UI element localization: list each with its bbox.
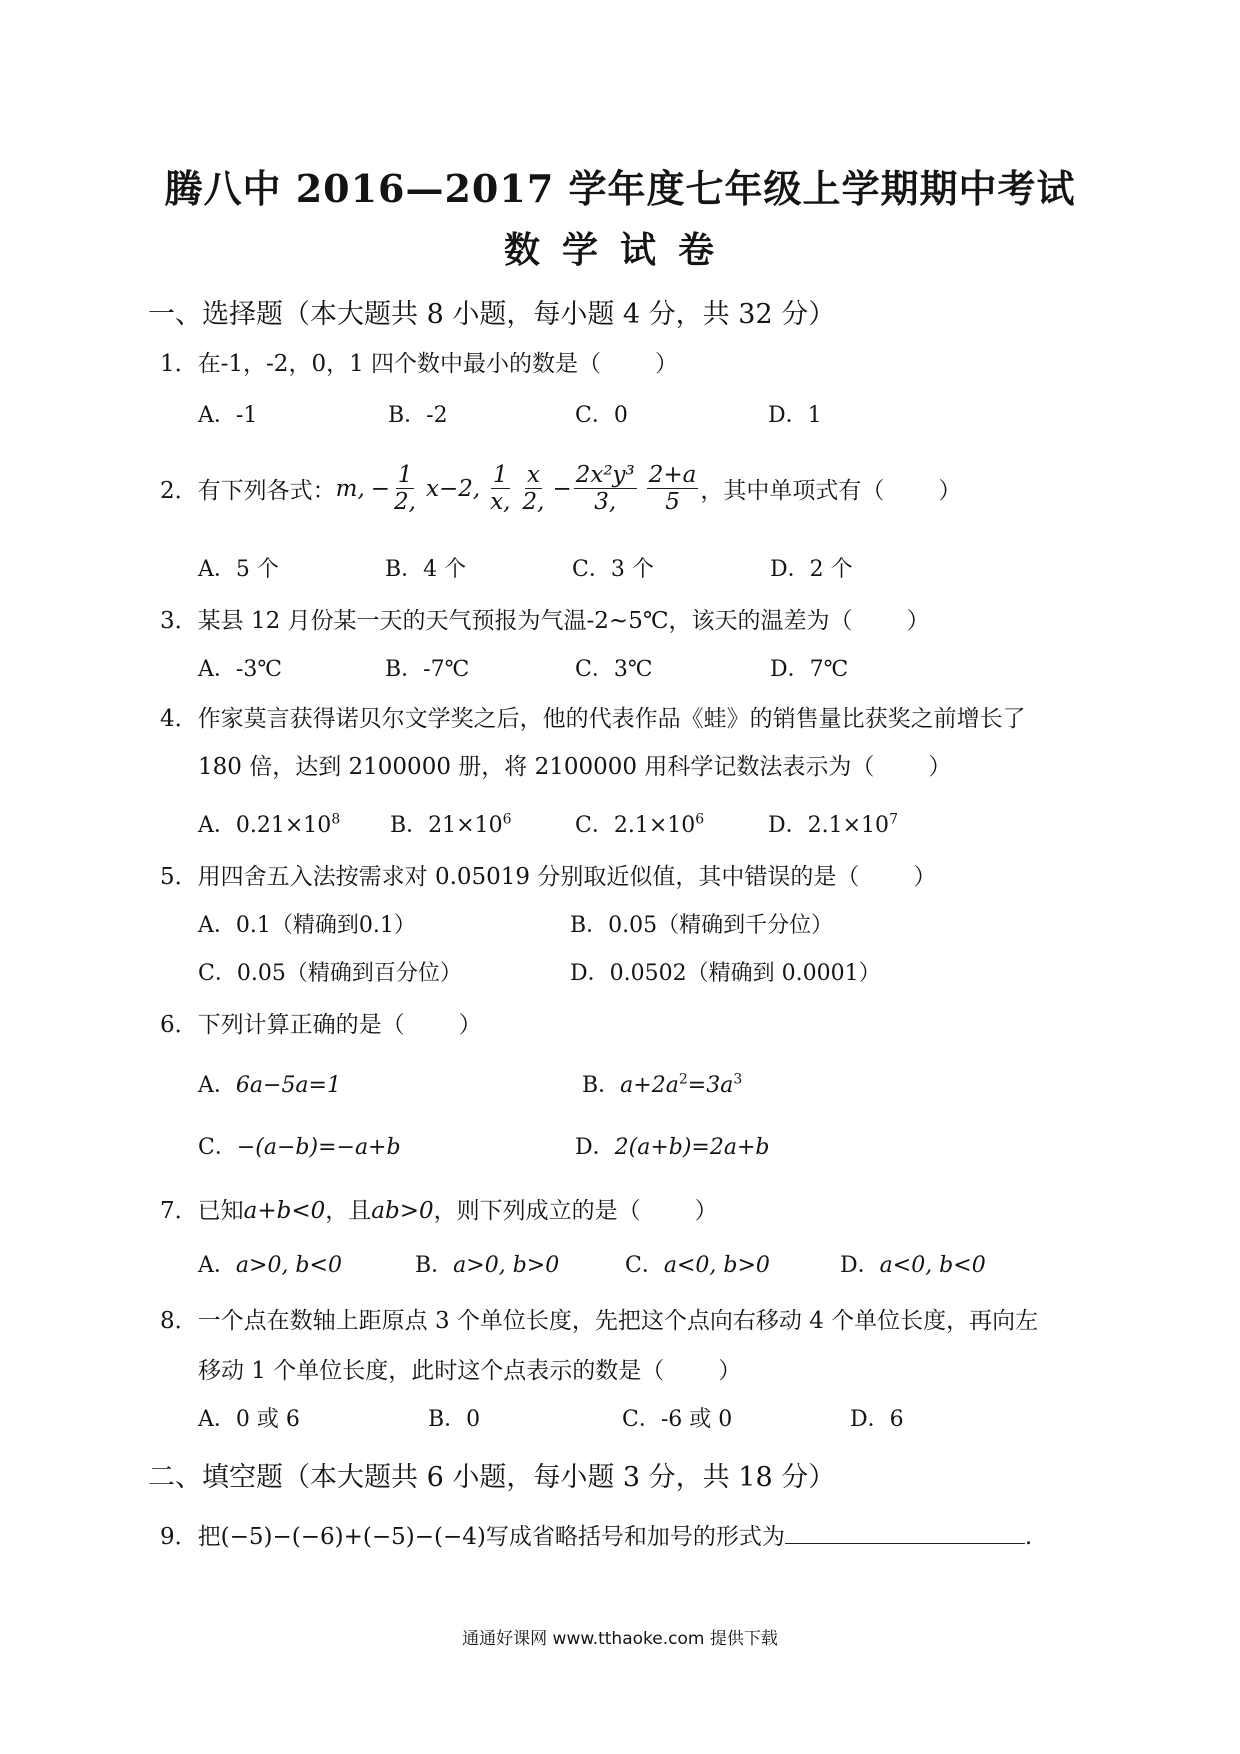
question-4-line-1: 4．作家莫言获得诺贝尔文学奖之后，他的代表作品《蛙》的销售量比获奖之前增长了 [160,706,1026,732]
question-1 [160,345,678,378]
question-2-half-numerator: 1 [397,462,413,488]
question-1-option-a: A．-1 [198,403,258,428]
question-4-option-c-exponent: 6 [695,811,705,828]
question-4-option-d [768,808,898,839]
question-5-option-b: B．0.05（精确到千分位） [570,913,834,938]
question-2-inverse-denominator: x, [490,489,511,516]
question-2-option-a: A．5 个 [198,557,279,582]
question-7-option-d-expression: a<0, b<0 [879,1253,986,1278]
question-9-end: . [1024,1524,1033,1550]
question-3-option-d: D．7℃ [770,657,849,682]
question-7-option-d [840,1248,986,1279]
section-heading-fill-in: 二、填空题（本大题共 6 小题，每小题 3 分，共 18 分） [148,1462,836,1493]
question-8-option-b: B．0 [428,1407,481,1432]
question-4-option-b [390,808,512,839]
question-7-condition-1: a+b<0 [243,1198,326,1224]
question-7-option-d-label: D． [840,1253,880,1278]
question-4-stem: 180 倍，达到 2100000 册，将 2100000 用科学记数法表示为（ [198,754,875,780]
question-2-stem: 2．有下列各式： [160,478,336,505]
question-7-option-a [198,1248,342,1279]
question-7-stem-2: ，且 [325,1198,372,1224]
question-1-stem: 1．在-1，-2，0，1 四个数中最小的数是（ [160,351,602,377]
question-9-stem-2: 写成省略括号和加号的形式为 [485,1524,785,1550]
question-3-option-c: C．3℃ [575,657,653,682]
question-2-last-denominator: 5 [665,489,680,516]
question-9 [160,1518,1032,1551]
exam-title: 腾八中 2016—2017 学年度七年级上学期期中考试 [164,166,1076,211]
question-2-monomial-numerator: 2x²y³ [575,462,635,488]
question-6-option-d-expression: 2(a+b)=2a+b [614,1135,770,1160]
question-2-term-last [647,462,699,516]
question-2-term-half [392,462,418,516]
question-1-option-c: C．0 [575,403,628,428]
question-2-option-c: C．3 个 [572,557,654,582]
question-8-option-c: C．-6 或 0 [622,1407,733,1432]
question-7 [160,1192,718,1225]
question-2-minus-2: − [552,475,572,502]
question-1-close: ） [655,351,679,377]
question-7-option-b-label: B． [415,1253,454,1278]
question-2-term-x-half [520,462,546,516]
question-7-close: ） [694,1198,718,1224]
question-2-option-d: D．2 个 [770,557,853,582]
question-4-option-c-label: C． [575,813,614,838]
question-4-option-a-label: A． [198,813,236,838]
question-2-half-denominator: 2, [394,489,416,516]
question-6-option-a [198,1068,341,1099]
question-6-option-c-expression: −(a−b)=−a+b [236,1135,401,1160]
question-1-option-b: B．-2 [388,403,448,428]
question-3-option-a: A．-3℃ [198,657,282,682]
question-9-expression: (−5)−(−6)+(−5)−(−4) [220,1524,486,1550]
question-2-tail: ，其中单项式有（ [700,478,885,505]
question-5 [160,858,936,891]
question-7-option-c-expression: a<0, b>0 [663,1253,770,1278]
question-6-option-b [582,1068,742,1099]
question-6-option-d [575,1130,770,1161]
question-7-option-c-label: C． [625,1253,664,1278]
question-6-close: ） [458,1012,482,1038]
question-4-option-d-base: 2.1×10 [807,813,890,838]
question-7-stem-3: ，则下列成立的是（ [433,1198,641,1224]
question-6-option-b-expression-1: a+2a [620,1073,679,1098]
question-1-option-d: D．1 [768,403,822,428]
question-2-last-numerator: 2+a [648,462,697,488]
question-4-option-a-base: 0.21×10 [235,813,332,838]
question-4-option-b-label: B． [390,813,429,838]
question-5-option-c: C．0.05（精确到百分位） [198,961,462,986]
question-9-stem-1: 9．把 [160,1524,221,1550]
question-5-stem: 5．用四舍五入法按需求对 0.05019 分别取近似值，其中错误的是（ [160,864,860,890]
question-4-option-d-label: D． [768,813,808,838]
question-2-monomial-denominator: 3, [594,489,617,516]
question-8-line-1: 8．一个点在数轴上距原点 3 个单位长度，先把这个点向右移动 4 个单位长度，再向左 [160,1308,1039,1334]
question-2-x-half-denominator: 2, [522,489,545,516]
question-8-option-a: A．0 或 6 [198,1407,300,1432]
question-6 [160,1006,482,1039]
question-6-stem: 6．下列计算正确的是（ [160,1012,405,1038]
question-2-term-m: m, [335,475,365,502]
question-7-option-a-expression: a>0, b<0 [235,1253,342,1278]
question-6-option-a-label: A． [198,1073,236,1098]
question-2-term-x-minus-2: x−2, [426,475,481,502]
question-2-close: ） [938,478,962,505]
question-8-option-d: D．6 [850,1407,904,1432]
question-6-option-a-expression: 6a−5a=1 [235,1073,341,1098]
question-2-option-b: B．4 个 [385,557,467,582]
question-4-option-c-base: 2.1×10 [613,813,696,838]
question-2-term-monomial [574,462,637,516]
question-4-option-d-exponent: 7 [889,811,898,828]
question-8-stem: 移动 1 个单位长度，此时这个点表示的数是（ [198,1358,665,1384]
question-8-line-2 [198,1352,741,1385]
question-3-option-b: B．-7℃ [385,657,470,682]
section-heading-choice: 一、选择题（本大题共 8 小题，每小题 4 分，共 32 分） [148,299,836,330]
question-4-option-a [198,808,340,839]
question-3-close: ） [906,608,930,634]
question-5-option-a: A．0.1（精确到0.1） [198,913,416,938]
question-4-close: ） [928,754,952,780]
question-8-close: ） [718,1358,742,1384]
question-6-option-c [198,1130,401,1161]
question-9-answer-blank[interactable] [785,1543,1025,1544]
question-7-option-a-label: A． [198,1253,236,1278]
question-6-option-b-exponent-2: 3 [733,1071,743,1088]
question-7-option-b [415,1248,559,1279]
exam-subtitle: 数学试卷 [503,229,736,271]
question-3-stem: 3．某县 12 月份某一天的天气预报为气温-2~5℃，该天的温差为（ [160,608,853,634]
question-5-option-d: D．0.0502（精确到 0.0001） [570,961,881,986]
question-6-option-b-label: B． [582,1073,621,1098]
question-7-option-c [625,1248,770,1279]
question-4-option-b-base: 21×10 [428,813,503,838]
question-2 [160,462,961,516]
question-2-inverse-numerator: 1 [493,462,508,488]
question-3 [160,602,930,635]
question-2-x-half-numerator: x [526,462,540,488]
question-6-option-c-label: C． [198,1135,237,1160]
question-2-minus: − [370,475,391,502]
question-4-line-2 [198,748,951,781]
question-4-option-b-exponent: 6 [502,811,512,828]
question-2-term-inverse-x [488,462,512,516]
question-5-close: ） [913,864,937,890]
question-6-option-b-exponent-1: 2 [678,1071,688,1088]
question-4-option-c [575,808,704,839]
question-6-option-d-label: D． [575,1135,615,1160]
footer-source: 通通好课网 www.tthaoke.com 提供下载 [462,1629,778,1649]
question-7-option-b-expression: a>0, b>0 [453,1253,560,1278]
question-6-option-b-expression-2: =3a [687,1073,734,1098]
question-7-condition-2: ab>0 [371,1198,434,1224]
question-7-stem-1: 7．已知 [160,1198,244,1224]
question-4-option-a-exponent: 8 [331,811,341,828]
